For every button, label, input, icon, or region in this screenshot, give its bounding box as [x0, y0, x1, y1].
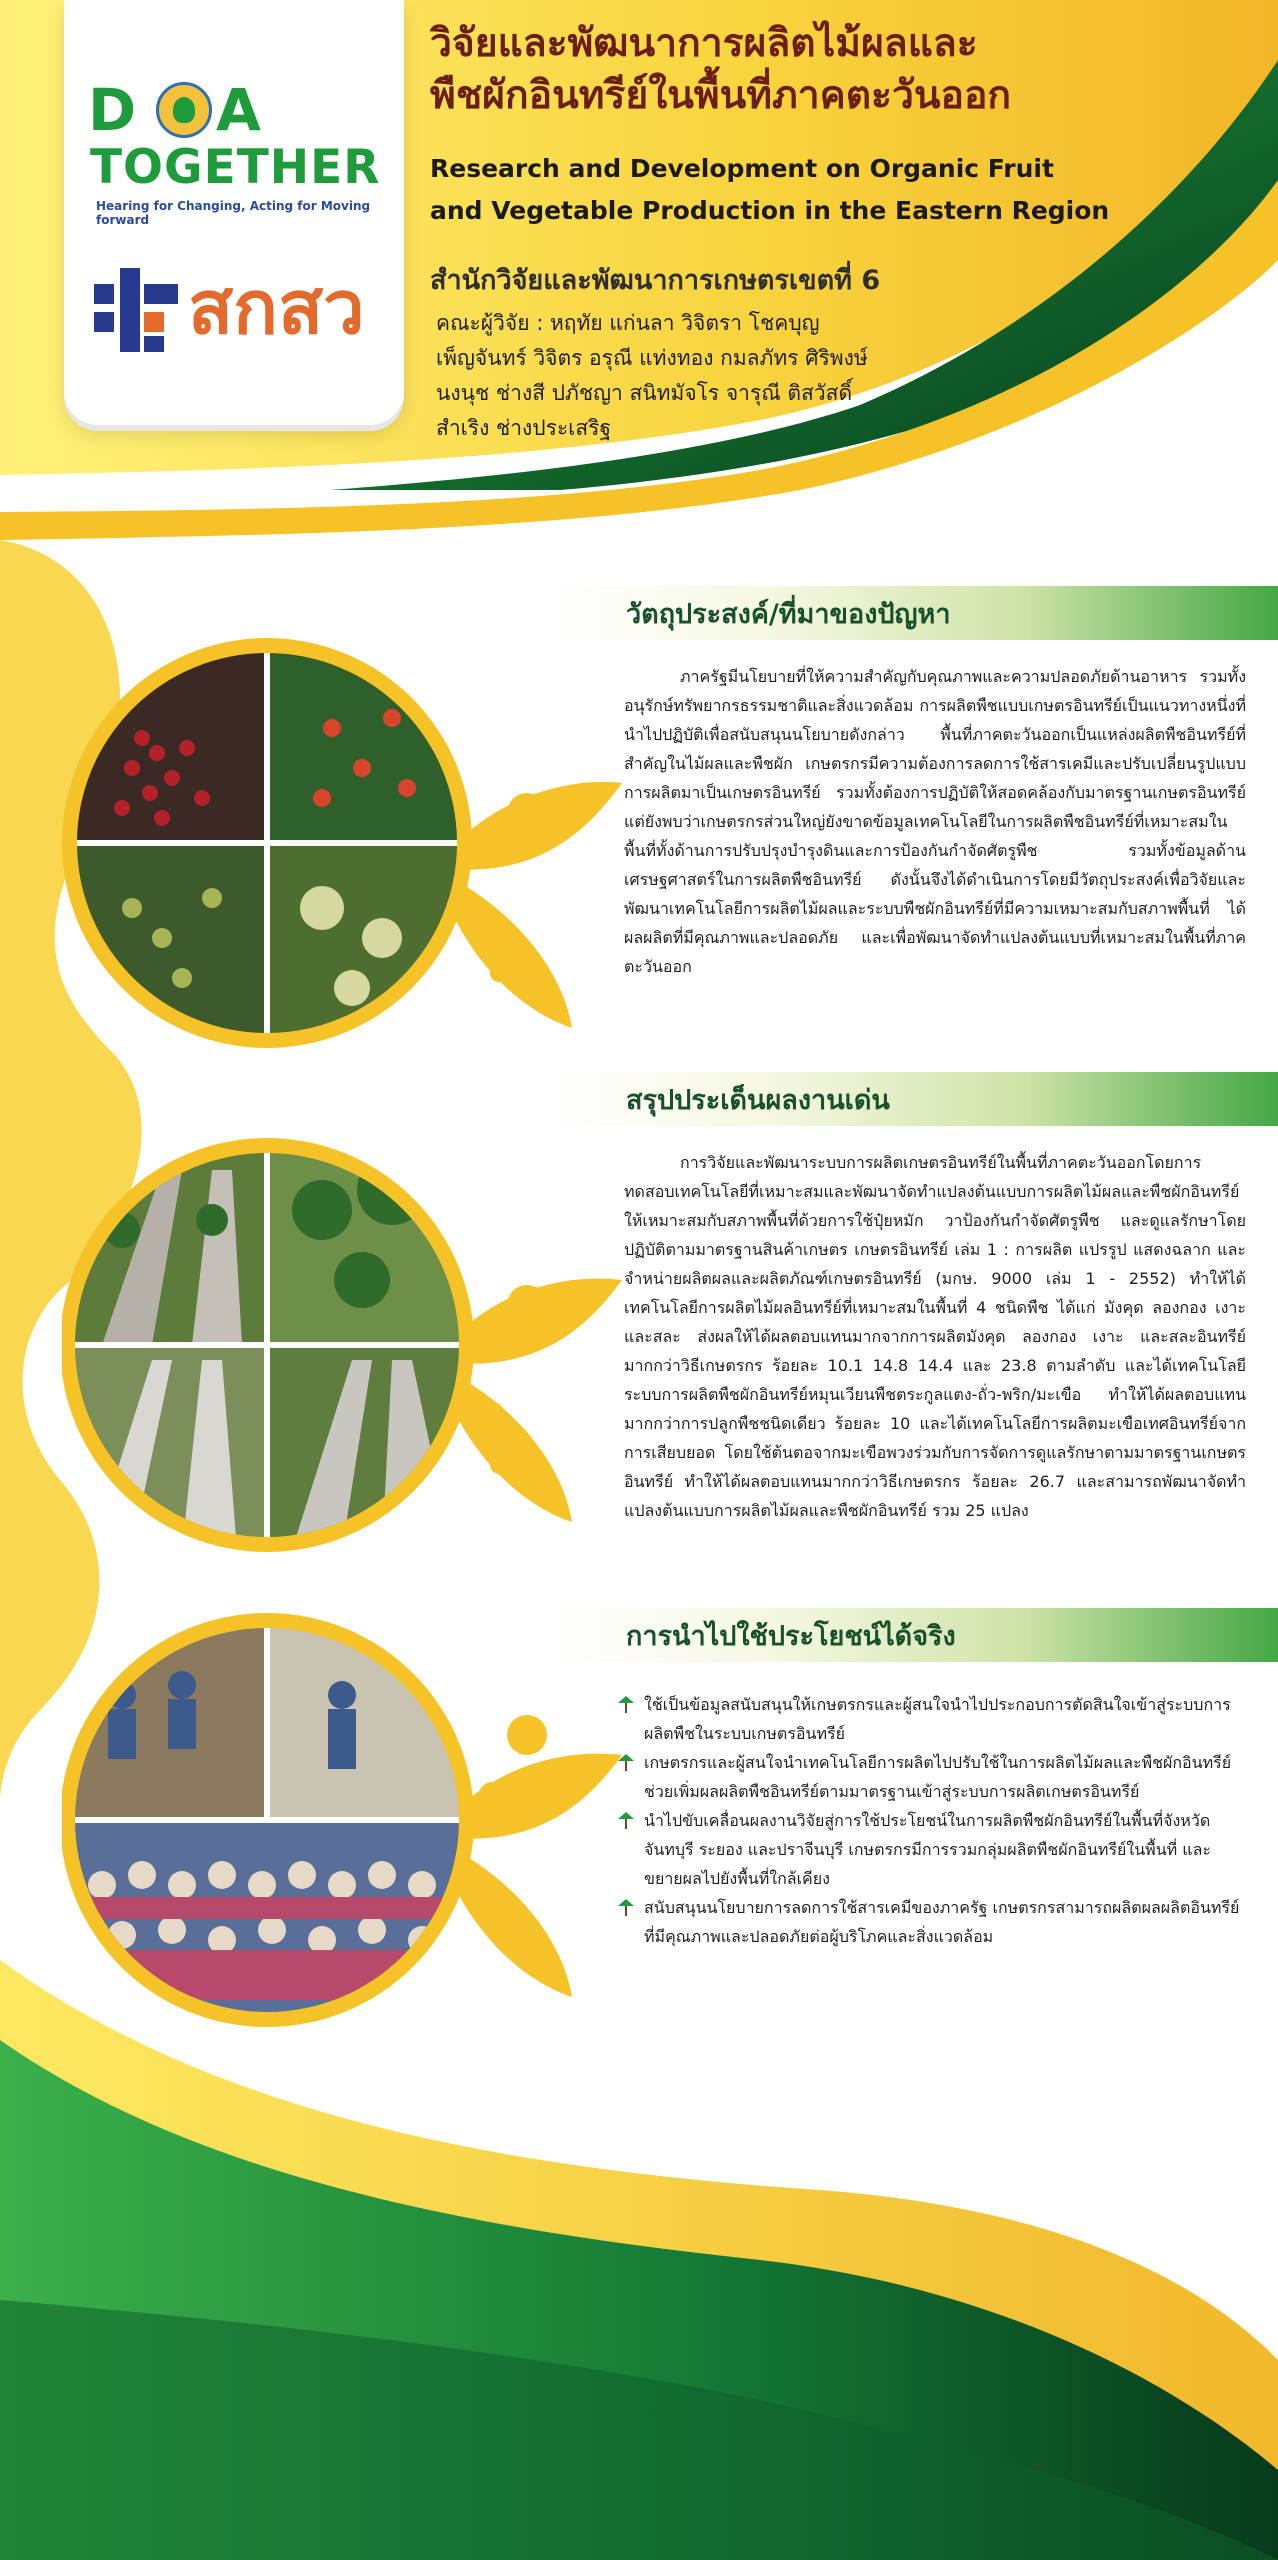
section-benefits-banner [548, 1608, 1278, 1662]
logo-card [64, 0, 404, 425]
results-body: การวิจัยและพัฒนาระบบการผลิตเกษตรอินทรีย์ในพื้นที่ภาคตะวันออกโดยการทดสอบเทคโนโลยีที่เหมาะสมและพัฒนาจัดทำแปลงต้นแบบการผลิตไม้ผลและพืชผักอินทรีย์ให้เหมาะสมกับสภาพพื้นที่ด้วยการใช้ปุ๋ยหมัก วาป้องกันกำจัดศัตรูพืช และดูแลรักษาโดยปฏิบัติตามมาตรฐานสินค้าเกษตร เกษตรอินทรีย์ เล่ม 1 : การผลิต แปรรูป แสดงฉลาก และจำหน่ายผลิตผลและผลิตภัณฑ์เกษตรอินทรีย์ (มกษ. 9000 เล่ม 1 - 2552) ทำให้ได้เทคโนโลยีการผลิตไม้ผลอินทรีย์ที่เหมาะสมในพื้นที่ 4 ชนิดพืช ได้แก่ มังคุด ลองกอง เงาะ และสละ ส่งผลให้ได้ผลตอบแทนมากจากการผลิตมังคุด ลองกอง เงาะ และสละอินทรีย์มากกว่าวิธีเกษตรกร ร้อยละ 10.1 14.8 14.4 และ 23.8 ตามลำดับ และได้เทคโนโลยีระบบการผลิตพืชผักอินทรีย์หมุนเวียนพืชตระกูลแตง-ถั่ว-พริก/มะเขือ ทำให้ได้ผลตอบแทนมากกว่าการปลูกพืชชนิดเดียว ร้อยละ 10 และได้เทคโนโลยีการผลิตมะเขือเทศอินทรีย์จากการเสียบยอด โดยใช้ต้นตอจากมะเขือพวงร่วมกับการจัดการดูแลรักษาตามมาตรฐานเกษตรอินทรีย์ ทำให้ได้ผลตอบแทนมากกว่าวิธีเกษตรกร ร้อยละ 26.7 และสามารถพัฒนาจัดทำแปลงต้นแบบการผลิตไม้ผลและพืชผักอินทรีย์ รวม 25 แปลง [624, 1153, 1246, 1520]
author-line: คณะผู้วิจัย : หฤทัย แก่นลา วิจิตรา โชคบุญ [436, 311, 820, 335]
benefit-item [616, 1893, 1246, 1951]
fruit-photo-collage [62, 608, 622, 1068]
tree-icon [616, 1898, 636, 1918]
benefit-text: ใช้เป็นข้อมูลสนับสนุนให้เกษตรกรและผู้สนใจนำไปประกอบการตัดสินใจเข้าสู่ระบบการผลิตพืชในระบบเกษตรอินทรีย์ [644, 1695, 1231, 1743]
doa-seal-icon [156, 82, 212, 138]
tsri-logo [92, 262, 382, 358]
title-thai-line1: วิจัยและพัฒนาการผลิตไม้ผลและ [430, 21, 978, 66]
tree-icon [616, 1695, 636, 1715]
doa-tagline: Hearing for Changing, Acting for Moving forward [96, 199, 371, 227]
farmer-group-photo-collage [62, 1585, 622, 2055]
author-line: เพ็ญจันทร์ วิจิตร อรุณี แท่งทอง กมลภัทร ศิริพงษ์ [436, 346, 868, 370]
section-results-banner [548, 1072, 1278, 1126]
title-english-line1: Research and Development on Organic Fruit [430, 154, 1054, 183]
tree-icon [616, 1753, 636, 1773]
section-objective-title: วัตถุประสงค์/ที่มาของปัญหา [626, 599, 951, 630]
tree-icon [616, 1811, 636, 1831]
benefit-item [616, 1806, 1246, 1893]
benefit-text: เกษตรกรและผู้สนใจนำเทคโนโลยีการผลิตไปปรับใช้ในการผลิตไม้ผลและพืชผักอินทรีย์ ช่วยเพิ่มผลผลิตพืชอินทรีย์ตามมาตรฐานเข้าสู่ระบบการผลิตเกษตรอินทรีย์ [644, 1753, 1232, 1801]
title-english [430, 148, 1130, 232]
doa-together-text: TOGETHER [90, 140, 381, 195]
tsri-text: สกสว [188, 265, 365, 351]
author-line: สำเริง ช่างประเสริฐ [436, 416, 612, 440]
doa-letter-d: D [88, 76, 137, 144]
doa-logo [88, 78, 388, 142]
section-objective-banner [548, 586, 1278, 640]
title-english-line2: and Vegetable Production in the Eastern Region [430, 196, 1110, 225]
section-results-title: สรุปประเด็นผลงานเด่น [626, 1085, 890, 1116]
benefit-item [616, 1690, 1246, 1748]
benefits-list [616, 1690, 1246, 1951]
benefit-text: สนับสนุนนโยบายการลดการใช้สารเคมีของภาครัฐ เกษตรกรสามารถผลิตผลผลิตอินทรีย์ที่มีคุณภาพและปลอดภัยต่อผู้บริโภคและสิ่งแวดล้อม [644, 1898, 1240, 1946]
tsri-mark-icon [92, 262, 182, 354]
objective-body: ภาครัฐมีนโยบายที่ให้ความสำคัญกับคุณภาพและความปลอดภัยด้านอาหาร รวมทั้งอนุรักษ์ทรัพยากรธรรมชาติและสิ่งแวดล้อม การผลิตพืชแบบเกษตรอินทรีย์เป็นแนวทางหนึ่งที่นำไปปฏิบัติเพื่อสนับสนุนนโยบายดังกล่าว พื้นที่ภาคตะวันออกเป็นแหล่งผลิตพืชอินทรีย์ที่สำคัญในไม้ผลและพืชผัก เกษตรกรมีความต้องการลดการใช้สารเคมีและปรับเปลี่ยนรูปแบบการผลิตมาเป็นเกษตรอินทรีย์ รวมทั้งต้องการปฏิบัติให้สอดคล้องกับมาตรฐานเกษตรอินทรีย์ แต่ยังพบว่าเกษตรกรส่วนใหญ่ยังขาดข้อมูลเทคโนโลยีในการผลิตพืชอินทรีย์ที่เหมาะสมในพื้นที่ทั้งด้านการปรับปรุงบำรุงดินและการป้องกันกำจัดศัตรูพืช รวมทั้งข้อมูลด้านเศรษฐศาสตร์ในการผลิตพืชอินทรีย์ ดังนั้นจึงได้ดำเนินการโดยมีวัตถุประสงค์เพื่อวิจัยและพัฒนาเทคโนโลยีการผลิตไม้ผลและระบบพืชผักอินทรีย์ที่มีความเหมาะสมกับสภาพพื้นที่ ได้ผลผลิตที่มีคุณภาพและปลอดภัย และเพื่อพัฒนาจัดทำแปลงต้นแบบที่เหมาะสมในพื้นที่ภาคตะวันออก [624, 667, 1246, 976]
author-line: นงนุช ช่างสี ปภัชญา สนิทมัจโร จารุณี ติสวัสดิ์ [436, 381, 853, 405]
section-results-text [624, 1148, 1246, 1525]
title-thai-line2: พืชผักอินทรีย์ในพื้นที่ภาคตะวันออก [430, 73, 1012, 118]
department-name: สำนักวิจัยและพัฒนาการเกษตรเขตที่ 6 [430, 265, 881, 296]
author-list [436, 306, 956, 446]
benefit-item [616, 1748, 1246, 1806]
doa-letter-a: A [216, 76, 261, 144]
section-objective-text [624, 662, 1246, 981]
section-benefits-title: การนำไปใช้ประโยชน์ได้จริง [626, 1621, 956, 1652]
vegetable-plot-photo-collage [62, 1110, 622, 1580]
benefit-text: นำไปขับเคลื่อนผลงานวิจัยสู่การใช้ประโยชน์ในการผลิตพืชผักอินทรีย์ในพื้นที่จังหวัดจันทบุรี ระยอง และปราจีนบุรี เกษตรกรมีการรวมกลุ่มผลิตพืชผักอินทรีย์ในพื้นที่ และขยายผลไปยังพื้นที่ใกล้เคียง [644, 1811, 1211, 1888]
title-thai [430, 18, 1250, 122]
